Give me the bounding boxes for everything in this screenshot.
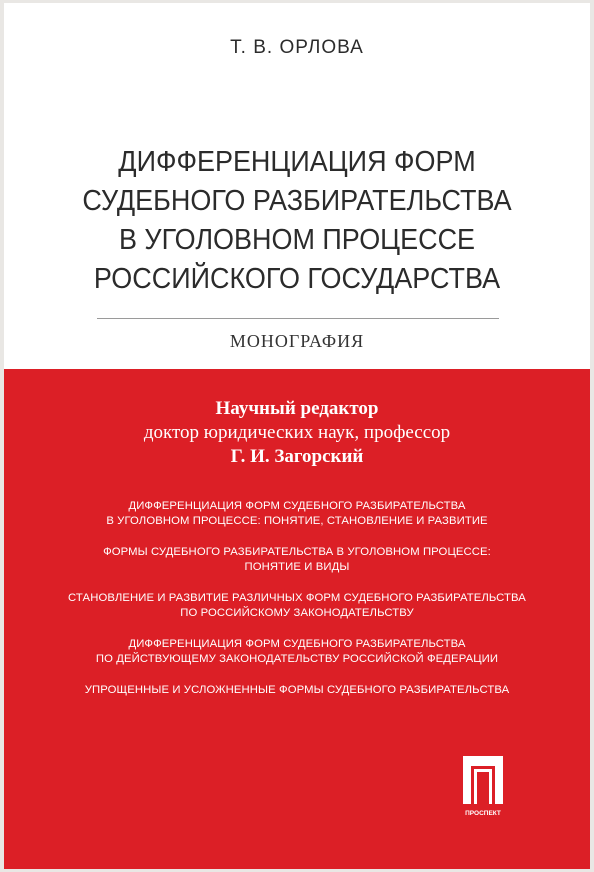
contents-line: ПО РОССИЙСКОМУ ЗАКОНОДАТЕЛЬСТВУ (180, 607, 414, 619)
contents-line: СТАНОВЛЕНИЕ И РАЗВИТИЕ РАЗЛИЧНЫХ ФОРМ СУДЕБНОГО РАЗБИРАТЕЛЬСТВА (68, 592, 526, 604)
book-cover (4, 3, 590, 869)
red-panel (4, 369, 590, 869)
title-line: В УГОЛОВНОМ ПРОЦЕССЕ (118, 224, 476, 256)
contents-line: ПОНЯТИЕ И ВИДЫ (244, 561, 350, 573)
contents-line: ФОРМЫ СУДЕБНОГО РАЗБИРАТЕЛЬСТВА В УГОЛОВНОМ ПРОЦЕССЕ: (103, 546, 491, 558)
contents-line: ПО ДЕЙСТВУЮЩЕМУ ЗАКОНОДАТЕЛЬСТВУ РОССИЙСКОЙ ФЕДЕРАЦИИ (95, 653, 499, 665)
title-divider (97, 318, 499, 319)
contents-item (4, 499, 590, 529)
contents-line: ДИФФЕРЕНЦИАЦИЯ ФОРМ СУДЕБНОГО РАЗБИРАТЕЛЬСТВА (128, 638, 466, 650)
publisher-logo-text: ПРОСПЕКТ (465, 810, 501, 817)
book-title (25, 143, 570, 299)
contents-list (4, 499, 590, 714)
editor-block (4, 397, 590, 469)
publisher-logo-icon (455, 754, 511, 818)
title-line: ДИФФЕРЕНЦИАЦИЯ ФОРМ (118, 146, 476, 178)
contents-line: УПРОЩЕННЫЕ И УСЛОЖНЕННЫЕ ФОРМЫ СУДЕБНОГО РАЗБИРАТЕЛЬСТВА (84, 684, 510, 696)
contents-item (4, 637, 590, 667)
editor-role: Научный редактор (215, 398, 379, 419)
title-line: РОССИЙСКОГО ГОСУДАРСТВА (93, 263, 501, 295)
book-subtitle: МОНОГРАФИЯ (229, 331, 365, 351)
contents-item (4, 591, 590, 621)
contents-item (4, 545, 590, 575)
title-line: СУДЕБНОГО РАЗБИРАТЕЛЬСТВА (82, 185, 512, 217)
author-name: Т. В. ОРЛОВА (230, 37, 364, 58)
editor-degree: доктор юридических наук, профессор (143, 422, 451, 443)
contents-line: В УГОЛОВНОМ ПРОЦЕССЕ: ПОНЯТИЕ, СТАНОВЛЕНИЕ И РАЗВИТИЕ (106, 515, 488, 527)
editor-name: Г. И. Загорский (230, 446, 364, 467)
contents-line: ДИФФЕРЕНЦИАЦИЯ ФОРМ СУДЕБНОГО РАЗБИРАТЕЛЬСТВА (128, 500, 466, 512)
contents-item (4, 683, 590, 698)
